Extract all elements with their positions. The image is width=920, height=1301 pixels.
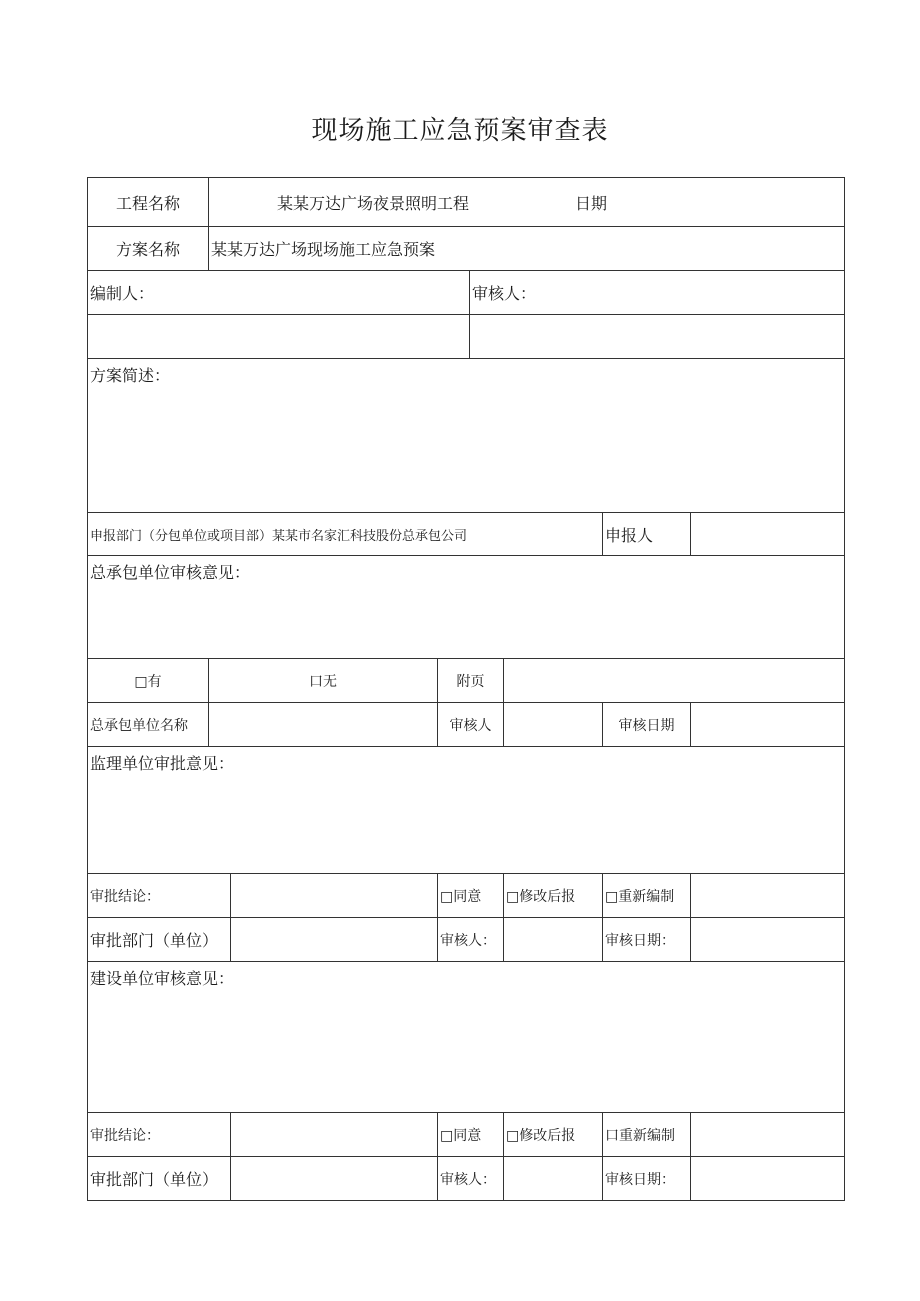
supervision-reviewer-label: 审核人：	[437, 917, 504, 962]
owner-opinion-label: 建设单位审核意见：	[90, 969, 235, 988]
supervision-reviewer-field[interactable]	[503, 917, 603, 962]
supervision-revise-checkbox[interactable]: □修改后报	[503, 873, 603, 918]
supervision-dept-label: 审批部门（单位）	[87, 917, 231, 962]
project-name-value	[208, 177, 845, 227]
supervision-opinion-box[interactable]	[87, 746, 845, 874]
owner-redo-checkbox[interactable]: 口重新编制	[602, 1112, 691, 1157]
supervision-agree-checkbox[interactable]: □同意	[437, 873, 504, 918]
owner-dept-field[interactable]	[230, 1156, 438, 1201]
page-title: 现场施工应急预案审查表	[311, 116, 609, 146]
gc-name-field[interactable]	[208, 702, 438, 747]
compiler-field[interactable]	[87, 314, 470, 359]
submit-dept: 申报部门（分包单位或项目部）某某市名家汇科技股份总承包公司	[87, 512, 603, 556]
owner-reviewer-label: 审核人：	[437, 1156, 504, 1201]
gc-opinion-label: 总承包单位审核意见：	[90, 563, 251, 582]
date-label: 日期	[575, 193, 608, 213]
owner-dept-label: 审批部门（单位）	[87, 1156, 231, 1201]
owner-conclusion-field[interactable]	[230, 1112, 438, 1157]
reviewer-field[interactable]	[469, 314, 845, 359]
compiler-label: 编制人：	[87, 270, 470, 315]
supervision-date-label: 审核日期：	[602, 917, 691, 962]
supervision-dept-field[interactable]	[230, 917, 438, 962]
gc-reviewer-label: 审核人	[437, 702, 504, 747]
owner-extra-field[interactable]	[690, 1112, 845, 1157]
attach-page-label: 附页	[437, 658, 504, 703]
plan-name-value: 某某万达广场现场施工应急预案	[208, 226, 845, 271]
summary-label: 方案简述：	[90, 366, 171, 385]
supervision-redo-checkbox[interactable]: □重新编制	[602, 873, 691, 918]
supervision-conclusion-field[interactable]	[230, 873, 438, 918]
supervision-date-field[interactable]	[690, 917, 845, 962]
supervision-extra-field[interactable]	[690, 873, 845, 918]
gc-review-date-field[interactable]	[690, 702, 845, 747]
submit-person-field[interactable]	[690, 512, 845, 556]
reviewer-label: 审核人：	[469, 270, 845, 315]
gc-review-date-label: 审核日期	[602, 702, 691, 747]
attach-yes-checkbox[interactable]: □有	[87, 658, 209, 703]
owner-reviewer-field[interactable]	[503, 1156, 603, 1201]
gc-reviewer-field[interactable]	[503, 702, 603, 747]
project-name-label: 工程名称	[87, 177, 209, 227]
gc-opinion-box[interactable]	[87, 555, 845, 659]
summary-box[interactable]	[87, 358, 845, 513]
owner-revise-checkbox[interactable]: □修改后报	[503, 1112, 603, 1157]
supervision-opinion-label: 监理单位审批意见：	[90, 754, 235, 773]
attach-page-field[interactable]	[503, 658, 845, 703]
project-name-text: 某某万达广场夜景照明工程	[277, 193, 470, 213]
owner-date-field[interactable]	[690, 1156, 845, 1201]
owner-agree-checkbox[interactable]: □同意	[437, 1112, 504, 1157]
submit-person-label: 申报人	[602, 512, 691, 556]
owner-opinion-box[interactable]	[87, 961, 845, 1113]
owner-date-label: 审核日期：	[602, 1156, 691, 1201]
plan-name-label: 方案名称	[87, 226, 209, 271]
owner-conclusion-label: 审批结论：	[87, 1112, 231, 1157]
supervision-conclusion-label: 审批结论：	[87, 873, 231, 918]
attach-no-checkbox[interactable]: 口无	[208, 658, 438, 703]
gc-name-label: 总承包单位名称	[87, 702, 209, 747]
